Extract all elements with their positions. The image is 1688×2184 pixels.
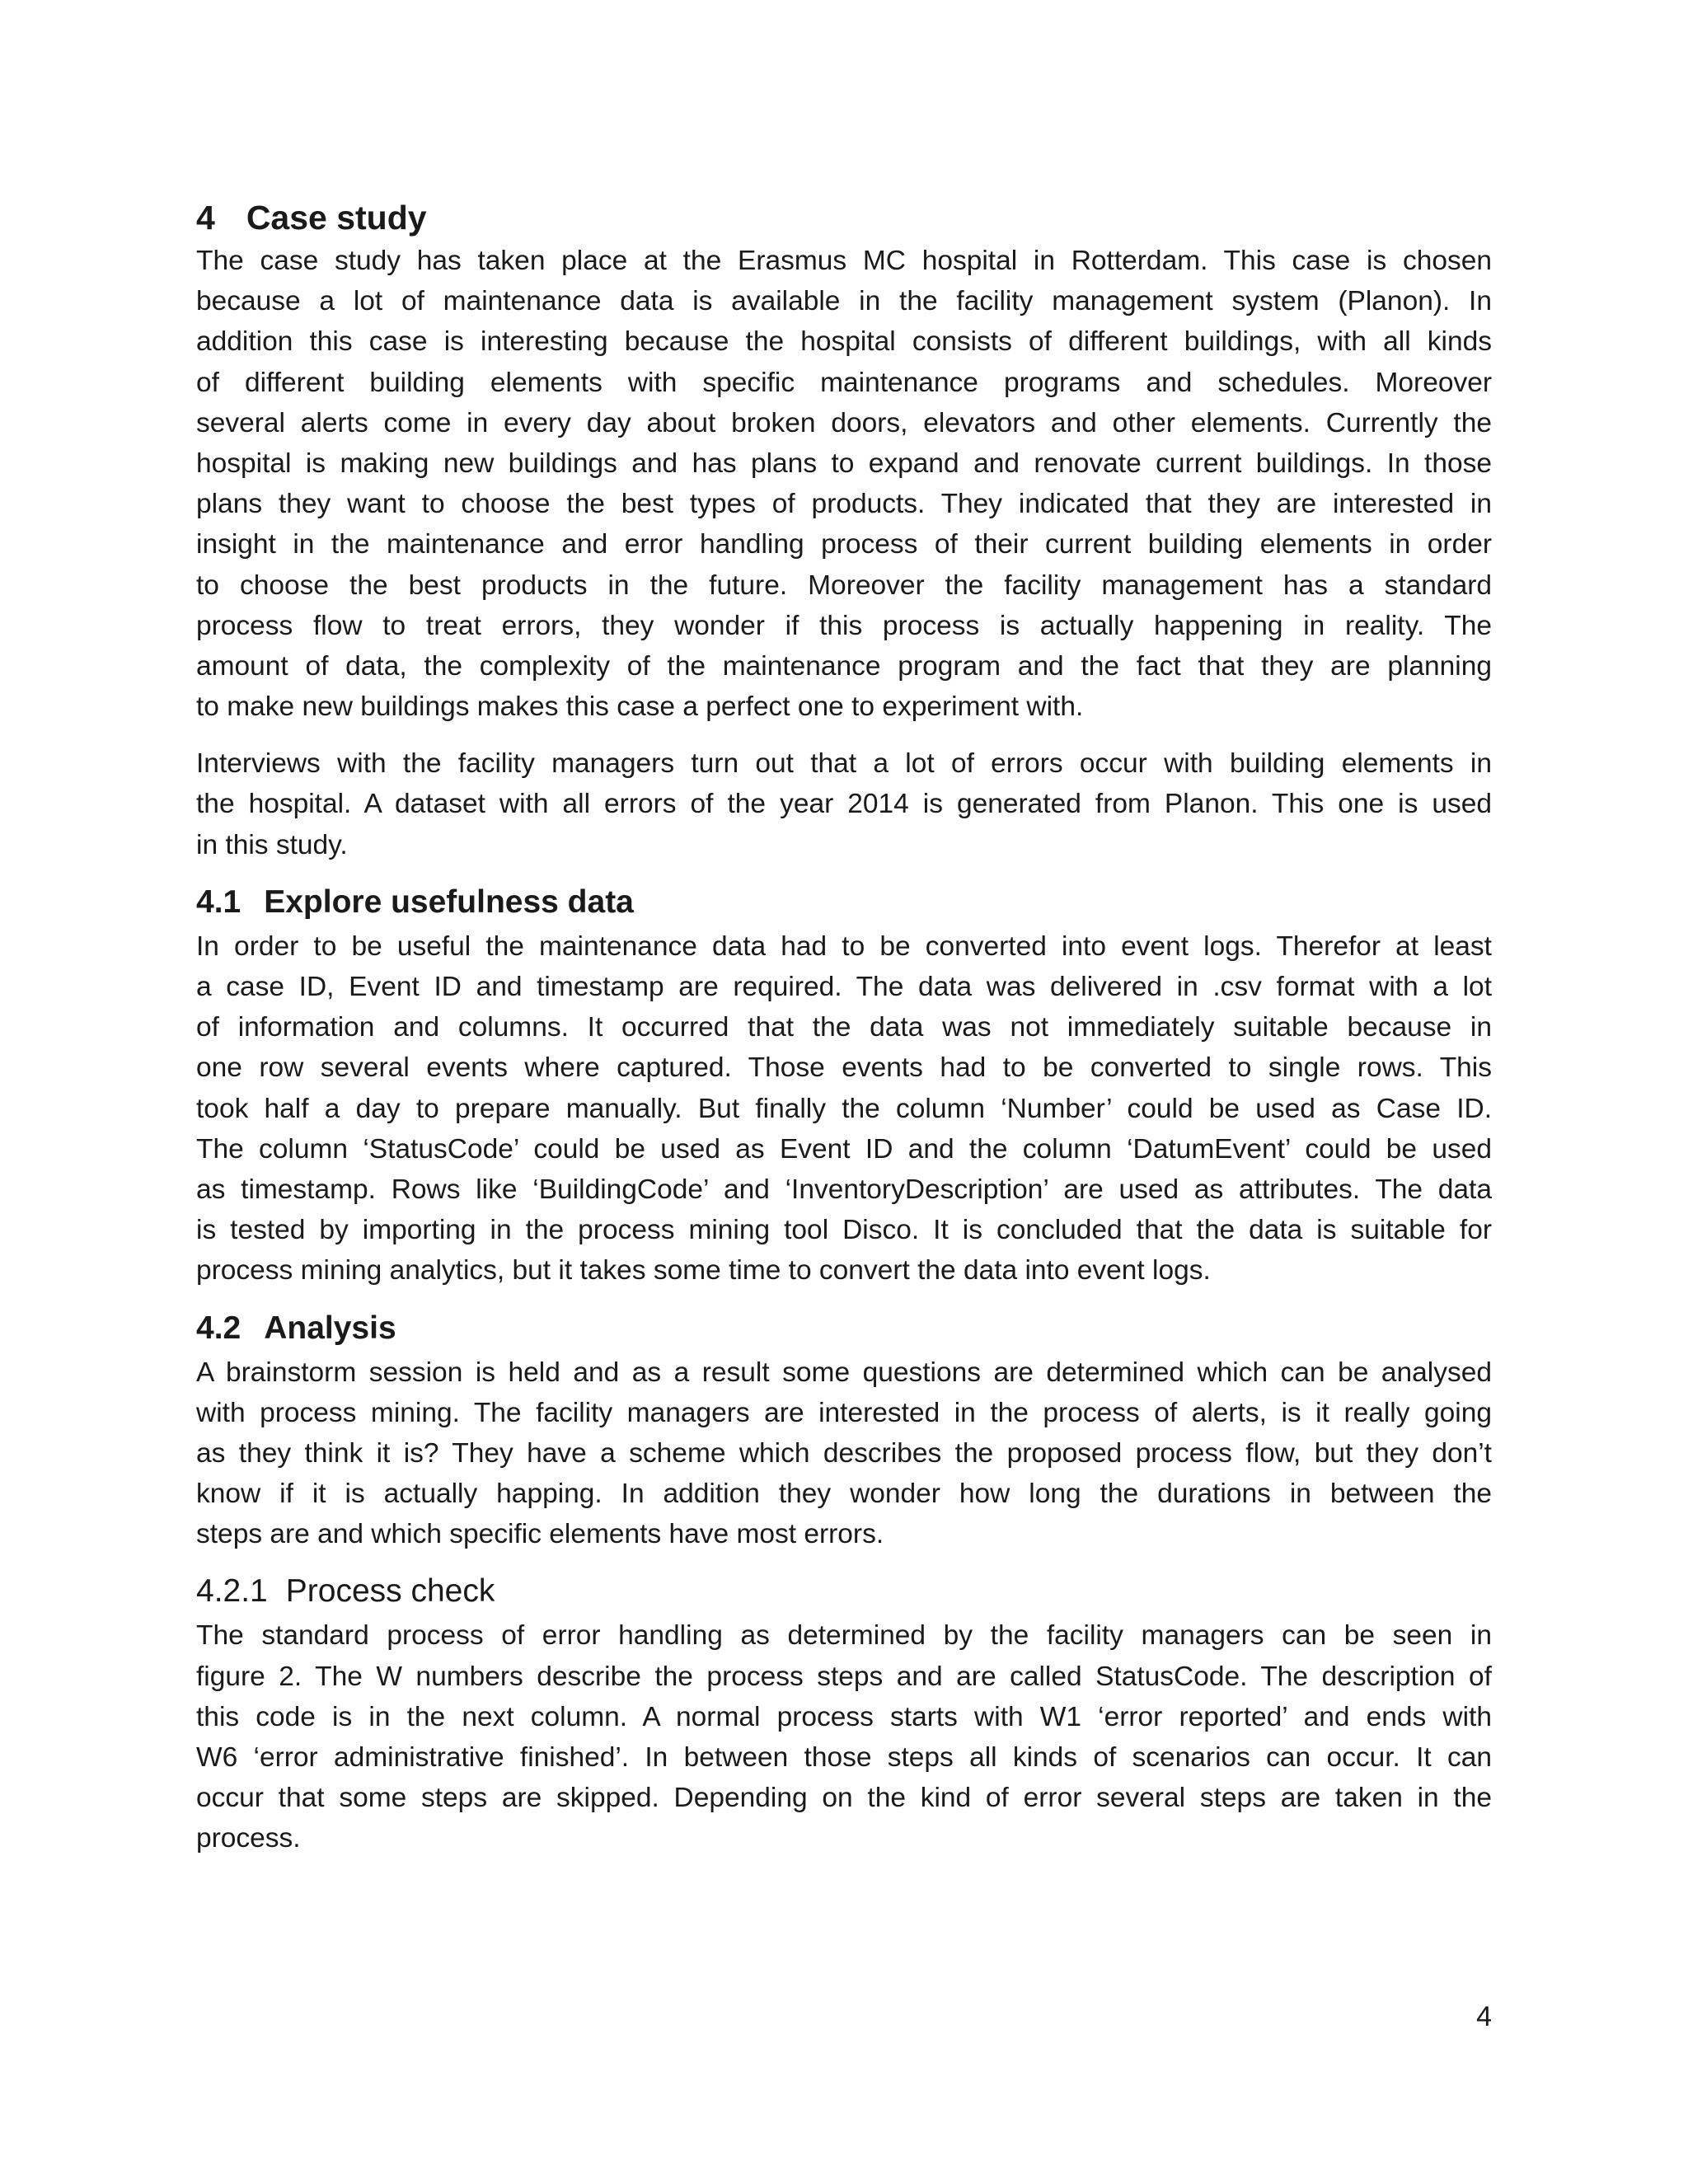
paragraph <box>196 241 1492 727</box>
text-line: a case ID, Event ID and timestamp are required. The data was delivered in .csv format with a lot <box>196 972 1492 1002</box>
text-line: took half a day to prepare manually. But finally the column ‘Number’ could be used as Case ID. <box>196 1093 1492 1124</box>
section-number: 4.1 <box>196 883 241 920</box>
text-line: in this study. <box>196 829 348 860</box>
text-line: process flow to treat errors, they wonder if this process is actually happening in reality. The <box>196 610 1492 641</box>
text-line: hospital is making new buildings and has plans to expand and renovate current buildings. In those <box>196 448 1492 479</box>
section-title: Analysis <box>264 1310 396 1346</box>
section-title: Case study <box>246 199 427 237</box>
text-line: Interviews with the facility managers turn out that a lot of errors occur with building elements in <box>196 748 1492 780</box>
paragraph <box>196 1615 1492 1858</box>
paragraph <box>196 1352 1492 1555</box>
text-line: with process mining. The facility managers are interested in the process of alerts, is it really going <box>196 1397 1492 1428</box>
text-line: because a lot of maintenance data is available in the facility management system (Planon). In <box>196 286 1492 317</box>
text-line: the hospital. A dataset with all errors of the year 2014 is generated from Planon. This one is used <box>196 789 1492 820</box>
text-line: A brainstorm session is held and as a result some questions are determined which can be analysed <box>196 1357 1492 1388</box>
section-number: 4.2 <box>196 1310 241 1346</box>
paragraph <box>196 926 1492 1291</box>
text-line: one row several events where captured. Those events had to be converted to single rows. This <box>196 1052 1492 1084</box>
section-heading-4-2-1 <box>196 1571 1492 1612</box>
section-heading-4-1 <box>196 882 1492 923</box>
text-line: several alerts come in every day about broken doors, elevators and other elements. Currently the <box>196 407 1492 438</box>
text-line: addition this case is interesting because the hospital consists of different buildings, with all kinds <box>196 326 1492 358</box>
text-line: In order to be useful the maintenance data had to be converted into event logs. Therefor at least <box>196 930 1492 962</box>
text-line: W6 ‘error administrative finished’. In between those steps all kinds of scenarios can occur. It can <box>196 1742 1492 1773</box>
text-line: as they think it is? They have a scheme which describes the proposed process flow, but they don’t <box>196 1437 1492 1469</box>
document-page <box>196 196 1492 1859</box>
text-line: The case study has taken place at the Erasmus MC hospital in Rotterdam. This case is chosen <box>196 246 1492 276</box>
section-title: Explore usefulness data <box>264 883 634 920</box>
text-line: of information and columns. It occurred that the data was not immediately suitable because in <box>196 1012 1492 1043</box>
section-title: Process check <box>285 1573 495 1610</box>
text-line: of different building elements with specific maintenance programs and schedules. Moreover <box>196 367 1492 398</box>
text-line: plans they want to choose the best types of products. They indicated that they are interested in <box>196 489 1492 520</box>
section-heading-4-2 <box>196 1308 1492 1349</box>
text-line: is tested by importing in the process mining tool Disco. It is concluded that the data is suitable for <box>196 1215 1492 1246</box>
text-line: know if it is actually happing. In addition they wonder how long the durations in between the <box>196 1479 1492 1510</box>
text-line: steps are and which specific elements have most errors. <box>196 1519 884 1550</box>
paragraph <box>196 743 1492 865</box>
text-line: to make new buildings makes this case a perfect one to experiment with. <box>196 691 1084 723</box>
text-line: amount of data, the complexity of the maintenance program and the fact that they are planning <box>196 650 1492 682</box>
text-line: process. <box>196 1823 301 1854</box>
text-line: occur that some steps are skipped. Depending on the kind of error several steps are taken in the <box>196 1783 1492 1814</box>
text-line: to choose the best products in the future. Moreover the facility management has a standard <box>196 569 1492 601</box>
section-heading-4 <box>196 196 1492 239</box>
text-line: this code is in the next column. A normal process starts with W1 ‘error reported’ and ends with <box>196 1701 1492 1732</box>
text-line: The column ‘StatusCode’ could be used as Event ID and the column ‘DatumEvent’ could be used <box>196 1133 1492 1165</box>
section-number: 4 <box>196 199 215 237</box>
text-line: The standard process of error handling as determined by the facility managers can be seen in <box>196 1620 1492 1652</box>
text-line: insight in the maintenance and error handling process of their current building elements in order <box>196 529 1492 560</box>
text-line: as timestamp. Rows like ‘BuildingCode’ and ‘InventoryDescription’ are used as attributes. The data <box>196 1174 1492 1205</box>
text-line: figure 2. The W numbers describe the process steps and are called StatusCode. The description of <box>196 1661 1492 1692</box>
page-number: 4 <box>1476 2001 1492 2032</box>
text-line: process mining analytics, but it takes some time to convert the data into event logs. <box>196 1255 1211 1286</box>
section-number: 4.2.1 <box>196 1573 268 1610</box>
